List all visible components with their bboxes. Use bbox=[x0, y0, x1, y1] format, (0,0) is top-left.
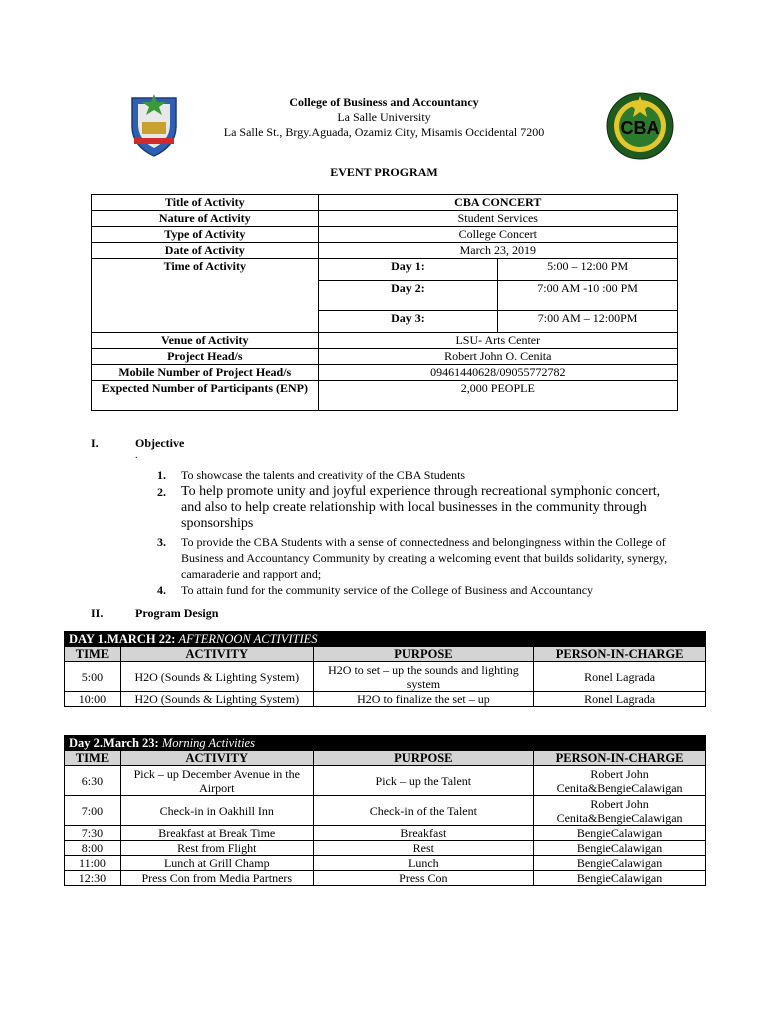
nature-value: Student Services bbox=[318, 211, 677, 227]
enp-label: Expected Number of Participants (ENP) bbox=[92, 381, 319, 411]
mobile-value: 09461440628/09055772782 bbox=[318, 365, 677, 381]
objective-dot: . bbox=[135, 450, 138, 461]
type-value: College Concert bbox=[318, 227, 677, 243]
table-row: 7:30 Breakfast at Break Time Breakfast BengieCalawigan bbox=[65, 826, 706, 841]
table-row: 8:00 Rest from Flight Rest BengieCalawigan bbox=[65, 841, 706, 856]
objective-item: 1. To showcase the talents and creativity of the CBA Students bbox=[157, 468, 466, 482]
day2-schedule-table bbox=[64, 735, 706, 886]
table-row: 5:00 H2O (Sounds & Lighting System) H2O to set – up the sounds and lighting system Ronel Lagrada bbox=[65, 662, 706, 692]
university-name: La Salle University bbox=[337, 110, 431, 124]
day1-schedule-table bbox=[64, 631, 706, 707]
objective-heading: Objective bbox=[135, 436, 185, 450]
page-title: EVENT PROGRAM bbox=[330, 165, 438, 179]
activity-info-table bbox=[91, 194, 678, 411]
objective-item: 4. To attain fund for the community service of the College of Business and Accountancy bbox=[157, 583, 594, 597]
day2-label: Day 2: bbox=[318, 281, 498, 311]
title-value: CBA CONCERT bbox=[318, 195, 677, 211]
address: La Salle St., Brgy.Aguada, Ozamiz City, Misamis Occidental 7200 bbox=[223, 125, 545, 139]
cba-logo-text: CBA bbox=[620, 118, 660, 138]
project-head-label: Project Head/s bbox=[92, 349, 319, 365]
col-person: PERSON-IN-CHARGE bbox=[534, 647, 706, 662]
day1-label: Day 1: bbox=[318, 259, 498, 281]
mobile-label: Mobile Number of Project Head/s bbox=[92, 365, 319, 381]
col-time: TIME bbox=[65, 647, 121, 662]
day1-band: DAY 1.MARCH 22: AFTERNOON ACTIVITIES bbox=[65, 632, 706, 647]
col-purpose: PURPOSE bbox=[313, 647, 534, 662]
objective-item: 2. To help promote unity and joyful experience through recreational symphonic concert, and also to help create relationship with local businesses in the community through sponsorships bbox=[157, 484, 661, 531]
col-activity: ACTIVITY bbox=[120, 751, 313, 766]
time-label: Time of Activity bbox=[92, 259, 319, 333]
date-label: Date of Activity bbox=[92, 243, 319, 259]
title-label: Title of Activity bbox=[92, 195, 319, 211]
col-purpose: PURPOSE bbox=[313, 751, 534, 766]
nature-label: Nature of Activity bbox=[92, 211, 319, 227]
day3-label: Day 3: bbox=[318, 311, 498, 333]
type-label: Type of Activity bbox=[92, 227, 319, 243]
college-name: College of Business and Accountancy bbox=[289, 95, 479, 109]
section-numeral-2: II. bbox=[91, 606, 104, 620]
col-activity: ACTIVITY bbox=[120, 647, 313, 662]
venue-label: Venue of Activity bbox=[92, 333, 319, 349]
table-row: 10:00 H2O (Sounds & Lighting System) H2O to finalize the set – up Ronel Lagrada bbox=[65, 692, 706, 707]
date-value: March 23, 2019 bbox=[318, 243, 677, 259]
day2-time: 7:00 AM -10 :00 PM bbox=[498, 281, 678, 311]
table-row: 7:00 Check-in in Oakhill Inn Check-in of the Talent Robert John Cenita&BengieCalawigan bbox=[65, 796, 706, 826]
table-row: 11:00 Lunch at Grill Champ Lunch BengieCalawigan bbox=[65, 856, 706, 871]
program-design-heading: Program Design bbox=[135, 606, 219, 620]
day1-time: 5:00 – 12:00 PM bbox=[498, 259, 678, 281]
project-head-value: Robert John O. Cenita bbox=[318, 349, 677, 365]
table-row: 12:30 Press Con from Media Partners Press Con BengieCalawigan bbox=[65, 871, 706, 886]
venue-value: LSU- Arts Center bbox=[318, 333, 677, 349]
table-row: 6:30 Pick – up December Avenue in the Airport Pick – up the Talent Robert John Cenita&BengieCalawigan bbox=[65, 766, 706, 796]
objective-list bbox=[157, 467, 682, 598]
section-numeral-1: I. bbox=[91, 436, 99, 450]
enp-value: 2,000 PEOPLE bbox=[318, 381, 677, 411]
col-time: TIME bbox=[65, 751, 121, 766]
objective-item: 3. To provide the CBA Students with a sense of connectedness and belongingness within the College of Business and Accountancy Community by creating a welcoming event that builds solidarity, synergy, camaraderie and rapport and; bbox=[157, 535, 668, 581]
day2-band: Day 2.March 23: Morning Activities bbox=[65, 736, 706, 751]
day3-time: 7:00 AM – 12:00PM bbox=[498, 311, 678, 333]
col-person: PERSON-IN-CHARGE bbox=[534, 751, 706, 766]
